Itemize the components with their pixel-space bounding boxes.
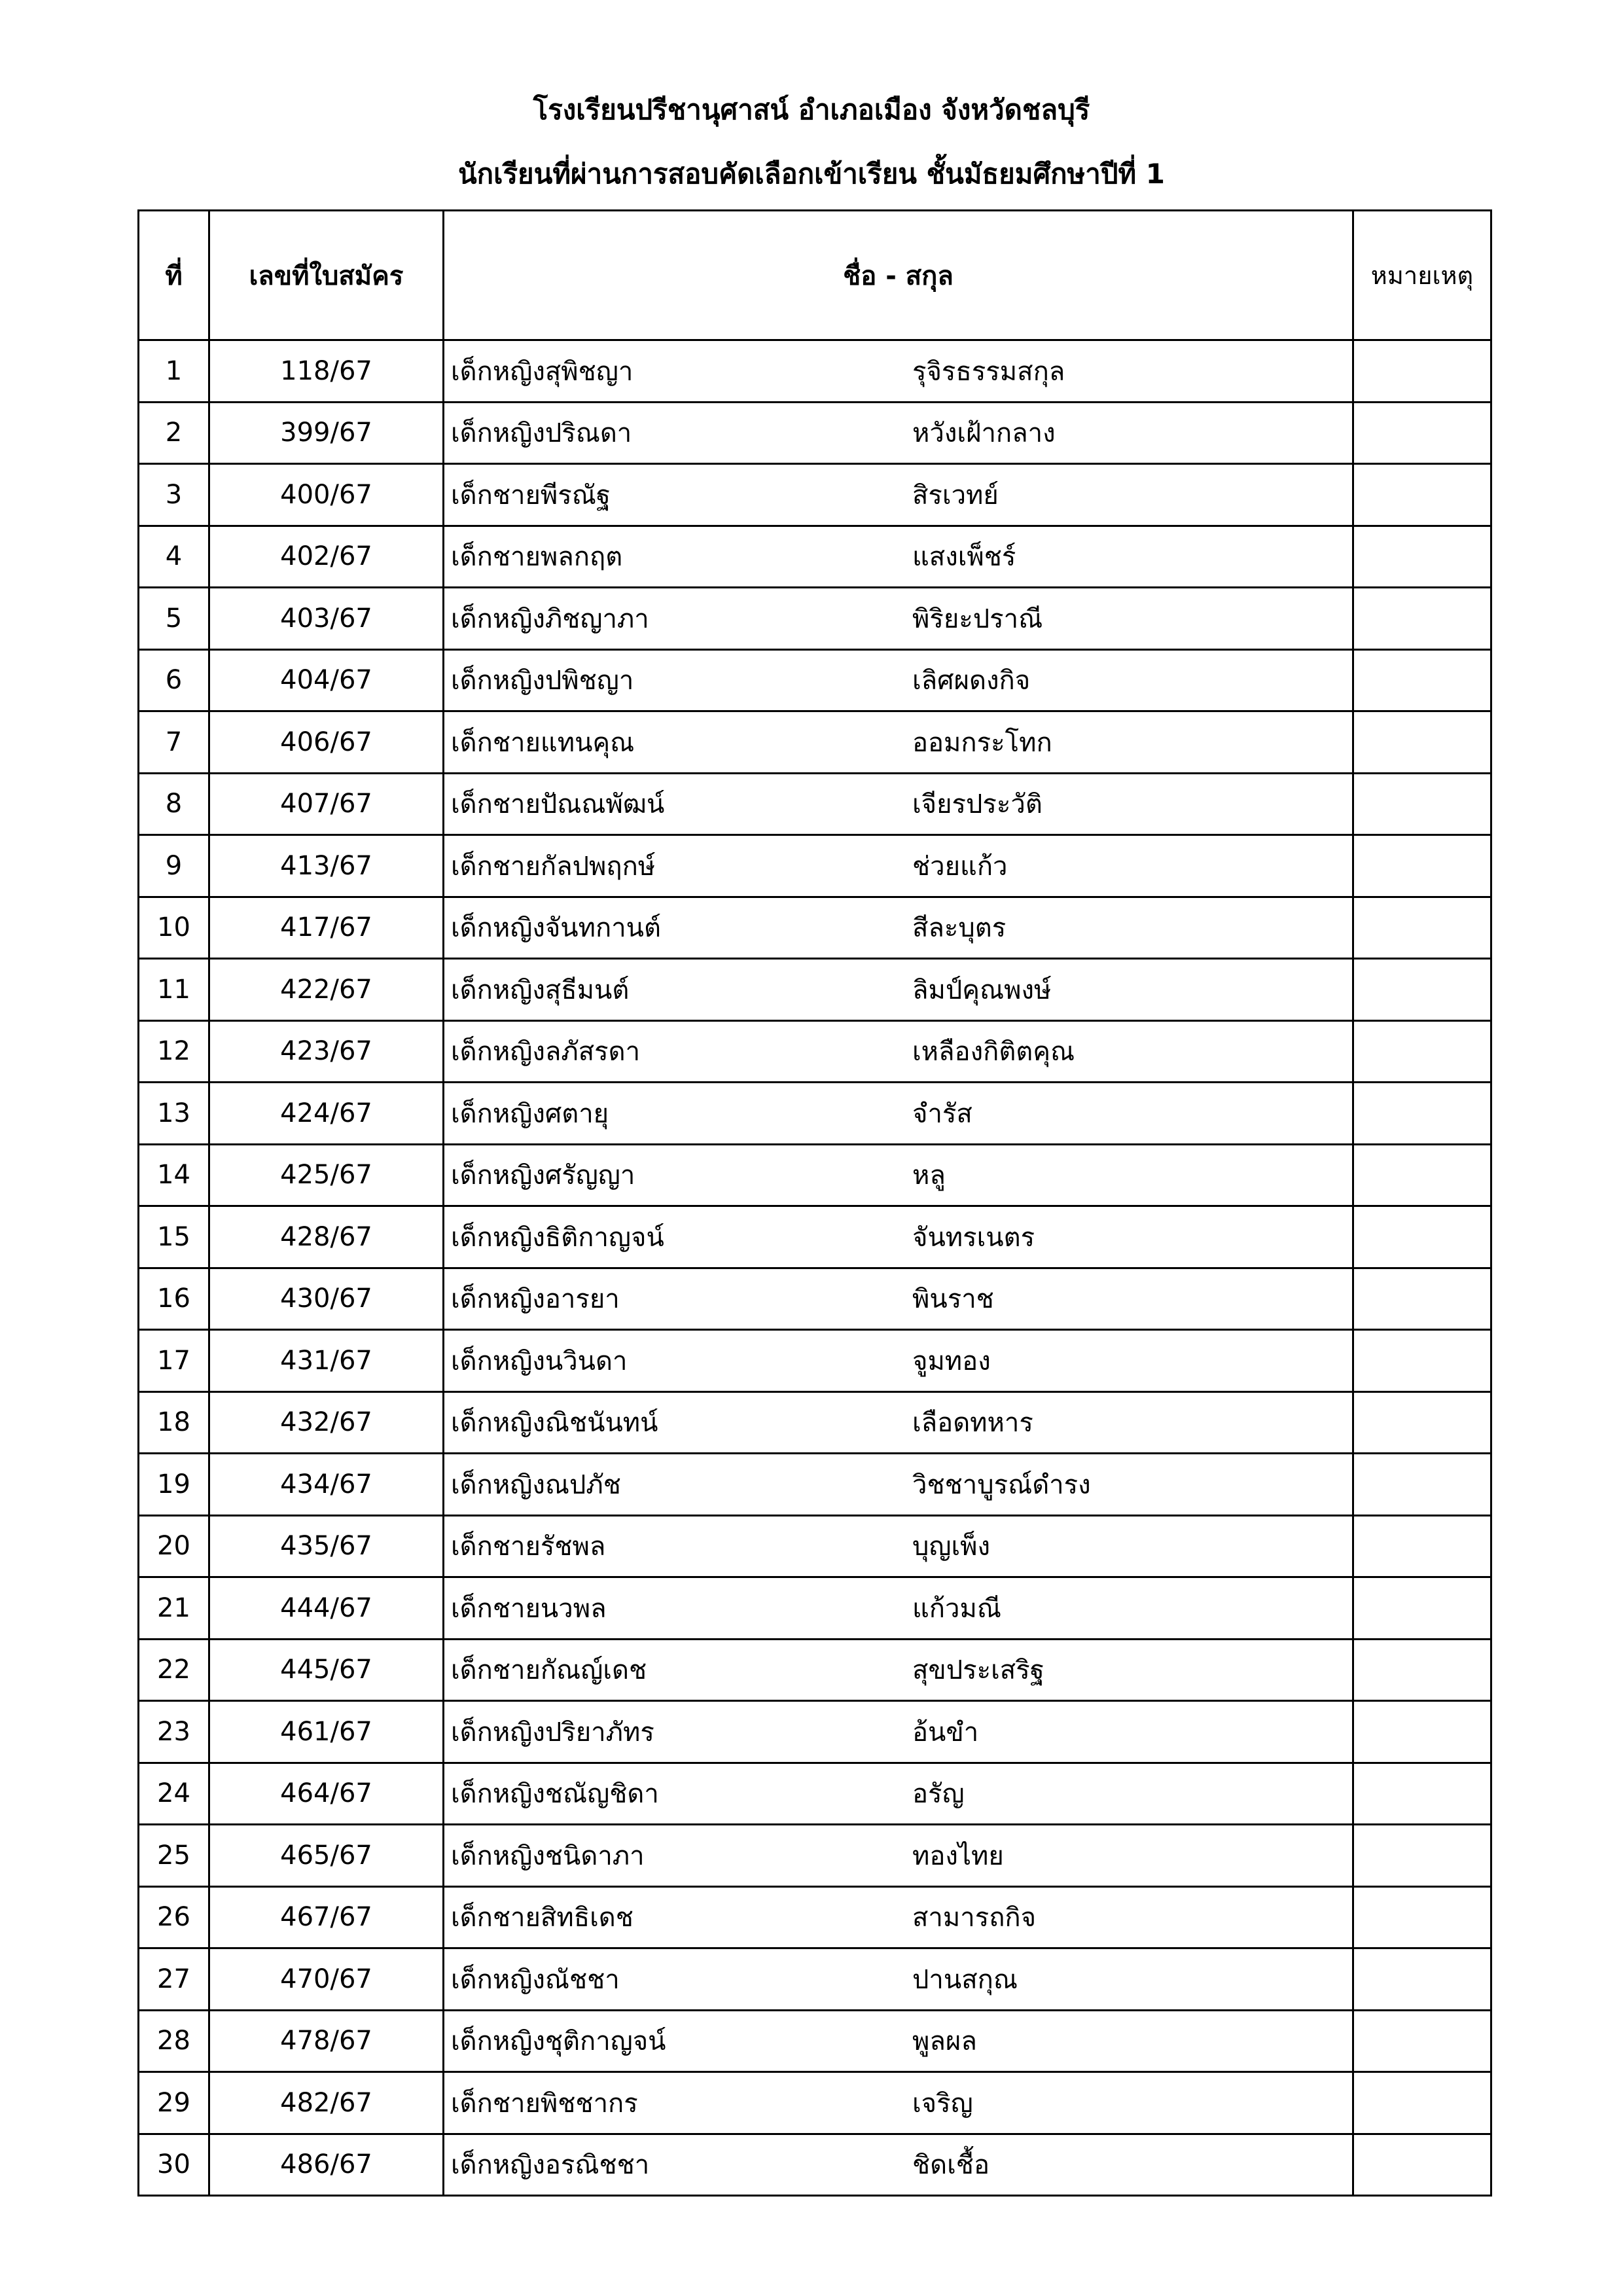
row-number: 22 <box>139 1639 209 1701</box>
student-first-name: เด็กหญิงอารยา <box>451 1284 620 1315</box>
table-row <box>139 1639 1491 1701</box>
remark-cell <box>1353 897 1491 959</box>
student-name-cell <box>444 1886 1353 1948</box>
student-name-cell <box>444 1577 1353 1640</box>
table-row <box>139 1330 1491 1392</box>
remark-cell <box>1353 2010 1491 2072</box>
student-first-name: เด็กหญิงณัชชา <box>451 1964 620 1995</box>
application-number: 406/67 <box>209 711 444 774</box>
student-first-name: เด็กชายพิชชากร <box>451 2088 638 2119</box>
table-row <box>139 1577 1491 1640</box>
row-number: 2 <box>139 402 209 464</box>
admitted-students-table <box>137 209 1492 2197</box>
student-name-cell <box>444 773 1353 835</box>
row-number: 9 <box>139 835 209 897</box>
student-name-cell <box>444 402 1353 464</box>
student-last-name: อรัญ <box>912 1779 965 1810</box>
application-number: 428/67 <box>209 1206 444 1268</box>
table-row <box>139 402 1491 464</box>
remark-cell <box>1353 1268 1491 1330</box>
student-last-name: จูมทอง <box>912 1346 991 1376</box>
student-last-name: รุจิรธรรมสกุล <box>912 356 1065 387</box>
table-row <box>139 2134 1491 2196</box>
header-application-no: เลขที่ใบสมัคร <box>209 211 444 340</box>
student-name-cell <box>444 464 1353 526</box>
remark-cell <box>1353 1391 1491 1454</box>
remark-cell <box>1353 1639 1491 1701</box>
student-first-name: เด็กหญิงชณัญชิดา <box>451 1779 659 1810</box>
student-name-cell <box>444 1268 1353 1330</box>
application-number: 445/67 <box>209 1639 444 1701</box>
student-first-name: เด็กชายกัลปพฤกษ์ <box>451 851 656 882</box>
remark-cell <box>1353 2134 1491 2196</box>
table-row <box>139 588 1491 650</box>
row-number: 5 <box>139 588 209 650</box>
row-number: 15 <box>139 1206 209 1268</box>
student-name-cell <box>444 2010 1353 2072</box>
student-name-cell <box>444 711 1353 774</box>
row-number: 7 <box>139 711 209 774</box>
row-number: 18 <box>139 1391 209 1454</box>
student-last-name: ออมกระโทก <box>912 727 1052 758</box>
application-number: 423/67 <box>209 1020 444 1083</box>
student-last-name: เลือดทหาร <box>912 1408 1033 1439</box>
student-first-name: เด็กหญิงณปภัช <box>451 1469 621 1500</box>
table-row <box>139 1763 1491 1825</box>
student-first-name: เด็กหญิงปริณดา <box>451 418 632 449</box>
student-name-cell <box>444 959 1353 1021</box>
row-number: 20 <box>139 1515 209 1577</box>
student-first-name: เด็กชายสิทธิเดช <box>451 1903 633 1933</box>
remark-cell <box>1353 1763 1491 1825</box>
student-first-name: เด็กหญิงชุติกาญจน์ <box>451 2026 666 2057</box>
table-row <box>139 835 1491 897</box>
student-first-name: เด็กหญิงสุพิชญา <box>451 356 633 387</box>
student-first-name: เด็กหญิงนวินดา <box>451 1346 628 1376</box>
table-row <box>139 1391 1491 1454</box>
remark-cell <box>1353 649 1491 711</box>
table-row <box>139 1886 1491 1948</box>
student-first-name: เด็กชายพลกฤต <box>451 542 623 573</box>
student-last-name: อ้นขำ <box>912 1717 979 1748</box>
remark-cell <box>1353 340 1491 403</box>
student-first-name: เด็กชายนวพล <box>451 1593 607 1624</box>
student-first-name: เด็กหญิงปริยาภัทร <box>451 1717 654 1748</box>
student-first-name: เด็กหญิงศรัญญา <box>451 1160 635 1191</box>
application-number: 464/67 <box>209 1763 444 1825</box>
remark-cell <box>1353 526 1491 588</box>
row-number: 27 <box>139 1948 209 2011</box>
application-number: 425/67 <box>209 1144 444 1206</box>
student-name-cell <box>444 1639 1353 1701</box>
header-no: ที่ <box>139 211 209 340</box>
remark-cell <box>1353 711 1491 774</box>
table-header-row <box>139 211 1491 340</box>
row-number: 1 <box>139 340 209 403</box>
table-row <box>139 1083 1491 1145</box>
student-first-name: เด็กชายกัณญ์เดช <box>451 1655 647 1686</box>
application-number: 486/67 <box>209 2134 444 2196</box>
student-name-cell <box>444 1391 1353 1454</box>
table-row <box>139 464 1491 526</box>
student-first-name: เด็กชายแทนคุณ <box>451 727 635 758</box>
row-number: 19 <box>139 1454 209 1516</box>
student-last-name: พิริยะปราณี <box>912 603 1043 634</box>
student-last-name: เจียรประวัติ <box>912 789 1043 820</box>
remark-cell <box>1353 1330 1491 1392</box>
table-row <box>139 2010 1491 2072</box>
remark-cell <box>1353 588 1491 650</box>
row-number: 4 <box>139 526 209 588</box>
application-number: 432/67 <box>209 1391 444 1454</box>
student-first-name: เด็กชายพีรณัฐ <box>451 480 611 511</box>
student-last-name: แก้วมณี <box>912 1593 1001 1624</box>
application-number: 470/67 <box>209 1948 444 2011</box>
application-number: 424/67 <box>209 1083 444 1145</box>
student-last-name: วิชชาบูรณ์ดำรง <box>912 1469 1091 1500</box>
student-name-cell <box>444 340 1353 403</box>
document-title-school: โรงเรียนปรีชานุศาสน์ อำเภอเมือง จังหวัดชลบุรี <box>533 94 1090 126</box>
table-row <box>139 340 1491 403</box>
application-number: 422/67 <box>209 959 444 1021</box>
application-number: 118/67 <box>209 340 444 403</box>
student-name-cell <box>444 1206 1353 1268</box>
student-first-name: เด็กหญิงปพิชญา <box>451 666 634 696</box>
application-number: 400/67 <box>209 464 444 526</box>
student-last-name: จันทรเนตร <box>912 1222 1035 1253</box>
application-number: 467/67 <box>209 1886 444 1948</box>
table-row <box>139 897 1491 959</box>
table-body <box>139 340 1491 2196</box>
student-last-name: เลิศผดงกิจ <box>912 666 1031 696</box>
row-number: 12 <box>139 1020 209 1083</box>
student-first-name: เด็กหญิงณิชนันทน์ <box>451 1408 658 1439</box>
student-name-cell <box>444 1083 1353 1145</box>
student-name-cell <box>444 649 1353 711</box>
student-name-cell <box>444 1701 1353 1763</box>
row-number: 3 <box>139 464 209 526</box>
remark-cell <box>1353 1701 1491 1763</box>
table-row <box>139 1515 1491 1577</box>
row-number: 10 <box>139 897 209 959</box>
table-row <box>139 773 1491 835</box>
application-number: 482/67 <box>209 2072 444 2134</box>
student-last-name: เหลืองกิติตคุณ <box>912 1037 1075 1067</box>
student-first-name: เด็กหญิงธิติกาญจน์ <box>451 1222 664 1253</box>
student-last-name: สุขประเสริฐ <box>912 1655 1044 1686</box>
student-name-cell <box>444 2072 1353 2134</box>
application-number: 407/67 <box>209 773 444 835</box>
row-number: 28 <box>139 2010 209 2072</box>
table-row <box>139 711 1491 774</box>
student-first-name: เด็กหญิงจันทกานต์ <box>451 913 661 944</box>
student-first-name: เด็กชายรัชพล <box>451 1532 606 1562</box>
student-name-cell <box>444 1144 1353 1206</box>
application-number: 461/67 <box>209 1701 444 1763</box>
application-number: 402/67 <box>209 526 444 588</box>
application-number: 404/67 <box>209 649 444 711</box>
remark-cell <box>1353 2072 1491 2134</box>
student-name-cell <box>444 1020 1353 1083</box>
student-name-cell <box>444 897 1353 959</box>
row-number: 14 <box>139 1144 209 1206</box>
row-number: 26 <box>139 1886 209 1948</box>
remark-cell <box>1353 1825 1491 1887</box>
remark-cell <box>1353 1577 1491 1640</box>
student-name-cell <box>444 588 1353 650</box>
remark-cell <box>1353 402 1491 464</box>
remark-cell <box>1353 464 1491 526</box>
student-name-cell <box>444 1454 1353 1516</box>
student-last-name: ทองไทย <box>912 1840 1004 1871</box>
student-last-name: ชิดเชื้อ <box>912 2150 990 2181</box>
application-number: 430/67 <box>209 1268 444 1330</box>
student-first-name: เด็กหญิงลภัสรดา <box>451 1037 641 1067</box>
student-last-name: สามารถกิจ <box>912 1903 1037 1933</box>
application-number: 413/67 <box>209 835 444 897</box>
remark-cell <box>1353 1948 1491 2011</box>
student-last-name: หลู <box>912 1160 946 1191</box>
remark-cell <box>1353 835 1491 897</box>
remark-cell <box>1353 1144 1491 1206</box>
student-last-name: ช่วยแก้ว <box>912 851 1008 882</box>
student-name-cell <box>444 1330 1353 1392</box>
student-last-name: จำรัส <box>912 1098 972 1129</box>
student-last-name: ลิมป์คุณพงษ์ <box>912 975 1052 1005</box>
student-last-name: สิรเวทย์ <box>912 480 999 511</box>
remark-cell <box>1353 1020 1491 1083</box>
row-number: 6 <box>139 649 209 711</box>
student-last-name: ปานสกุณ <box>912 1964 1018 1995</box>
application-number: 444/67 <box>209 1577 444 1640</box>
application-number: 399/67 <box>209 402 444 464</box>
student-first-name: เด็กหญิงอรณิชชา <box>451 2150 650 2181</box>
row-number: 16 <box>139 1268 209 1330</box>
student-last-name: บุญเพ็ง <box>912 1532 991 1562</box>
table-row <box>139 1206 1491 1268</box>
table-row <box>139 1701 1491 1763</box>
table-row <box>139 526 1491 588</box>
document-title-list: นักเรียนที่ผ่านการสอบคัดเลือกเข้าเรียน ชั้นมัธยมศึกษาปีที่ 1 <box>457 158 1166 190</box>
application-number: 435/67 <box>209 1515 444 1577</box>
application-number: 478/67 <box>209 2010 444 2072</box>
header-name: ชื่อ - สกุล <box>444 211 1353 340</box>
row-number: 13 <box>139 1083 209 1145</box>
remark-cell <box>1353 1206 1491 1268</box>
remark-cell <box>1353 1886 1491 1948</box>
student-name-cell <box>444 2134 1353 2196</box>
header-remark: หมายเหตุ <box>1353 211 1491 340</box>
application-number: 434/67 <box>209 1454 444 1516</box>
student-first-name: เด็กหญิงชนิดาภา <box>451 1840 645 1871</box>
student-last-name: พินราช <box>912 1284 994 1315</box>
table-row <box>139 2072 1491 2134</box>
remark-cell <box>1353 773 1491 835</box>
remark-cell <box>1353 1083 1491 1145</box>
table-row <box>139 1144 1491 1206</box>
student-last-name: สีละบุตร <box>912 913 1007 944</box>
student-first-name: เด็กหญิงภิชญาภา <box>451 603 649 634</box>
row-number: 29 <box>139 2072 209 2134</box>
student-name-cell <box>444 1948 1353 2011</box>
row-number: 23 <box>139 1701 209 1763</box>
student-name-cell <box>444 1763 1353 1825</box>
table-row <box>139 959 1491 1021</box>
row-number: 21 <box>139 1577 209 1640</box>
student-last-name: หวังเฝ้ากลาง <box>912 418 1056 449</box>
application-number: 431/67 <box>209 1330 444 1392</box>
student-name-cell <box>444 526 1353 588</box>
remark-cell <box>1353 1515 1491 1577</box>
table-row <box>139 1268 1491 1330</box>
student-first-name: เด็กหญิงสุธีมนต์ <box>451 975 630 1005</box>
student-first-name: เด็กชายปัณณพัฒน์ <box>451 789 665 820</box>
row-number: 11 <box>139 959 209 1021</box>
table-row <box>139 1020 1491 1083</box>
row-number: 30 <box>139 2134 209 2196</box>
student-name-cell <box>444 1515 1353 1577</box>
student-name-cell <box>444 1825 1353 1887</box>
remark-cell <box>1353 1454 1491 1516</box>
remark-cell <box>1353 959 1491 1021</box>
student-last-name: แสงเพ็ชร์ <box>912 542 1016 573</box>
table-row <box>139 1825 1491 1887</box>
application-number: 403/67 <box>209 588 444 650</box>
student-last-name: เจริญ <box>912 2088 973 2119</box>
row-number: 8 <box>139 773 209 835</box>
table-row <box>139 1948 1491 2011</box>
table-row <box>139 1454 1491 1516</box>
student-last-name: พูลผล <box>912 2026 977 2057</box>
table-row <box>139 649 1491 711</box>
student-name-cell <box>444 835 1353 897</box>
application-number: 465/67 <box>209 1825 444 1887</box>
row-number: 17 <box>139 1330 209 1392</box>
student-first-name: เด็กหญิงศตายุ <box>451 1098 609 1129</box>
row-number: 24 <box>139 1763 209 1825</box>
application-number: 417/67 <box>209 897 444 959</box>
row-number: 25 <box>139 1825 209 1887</box>
